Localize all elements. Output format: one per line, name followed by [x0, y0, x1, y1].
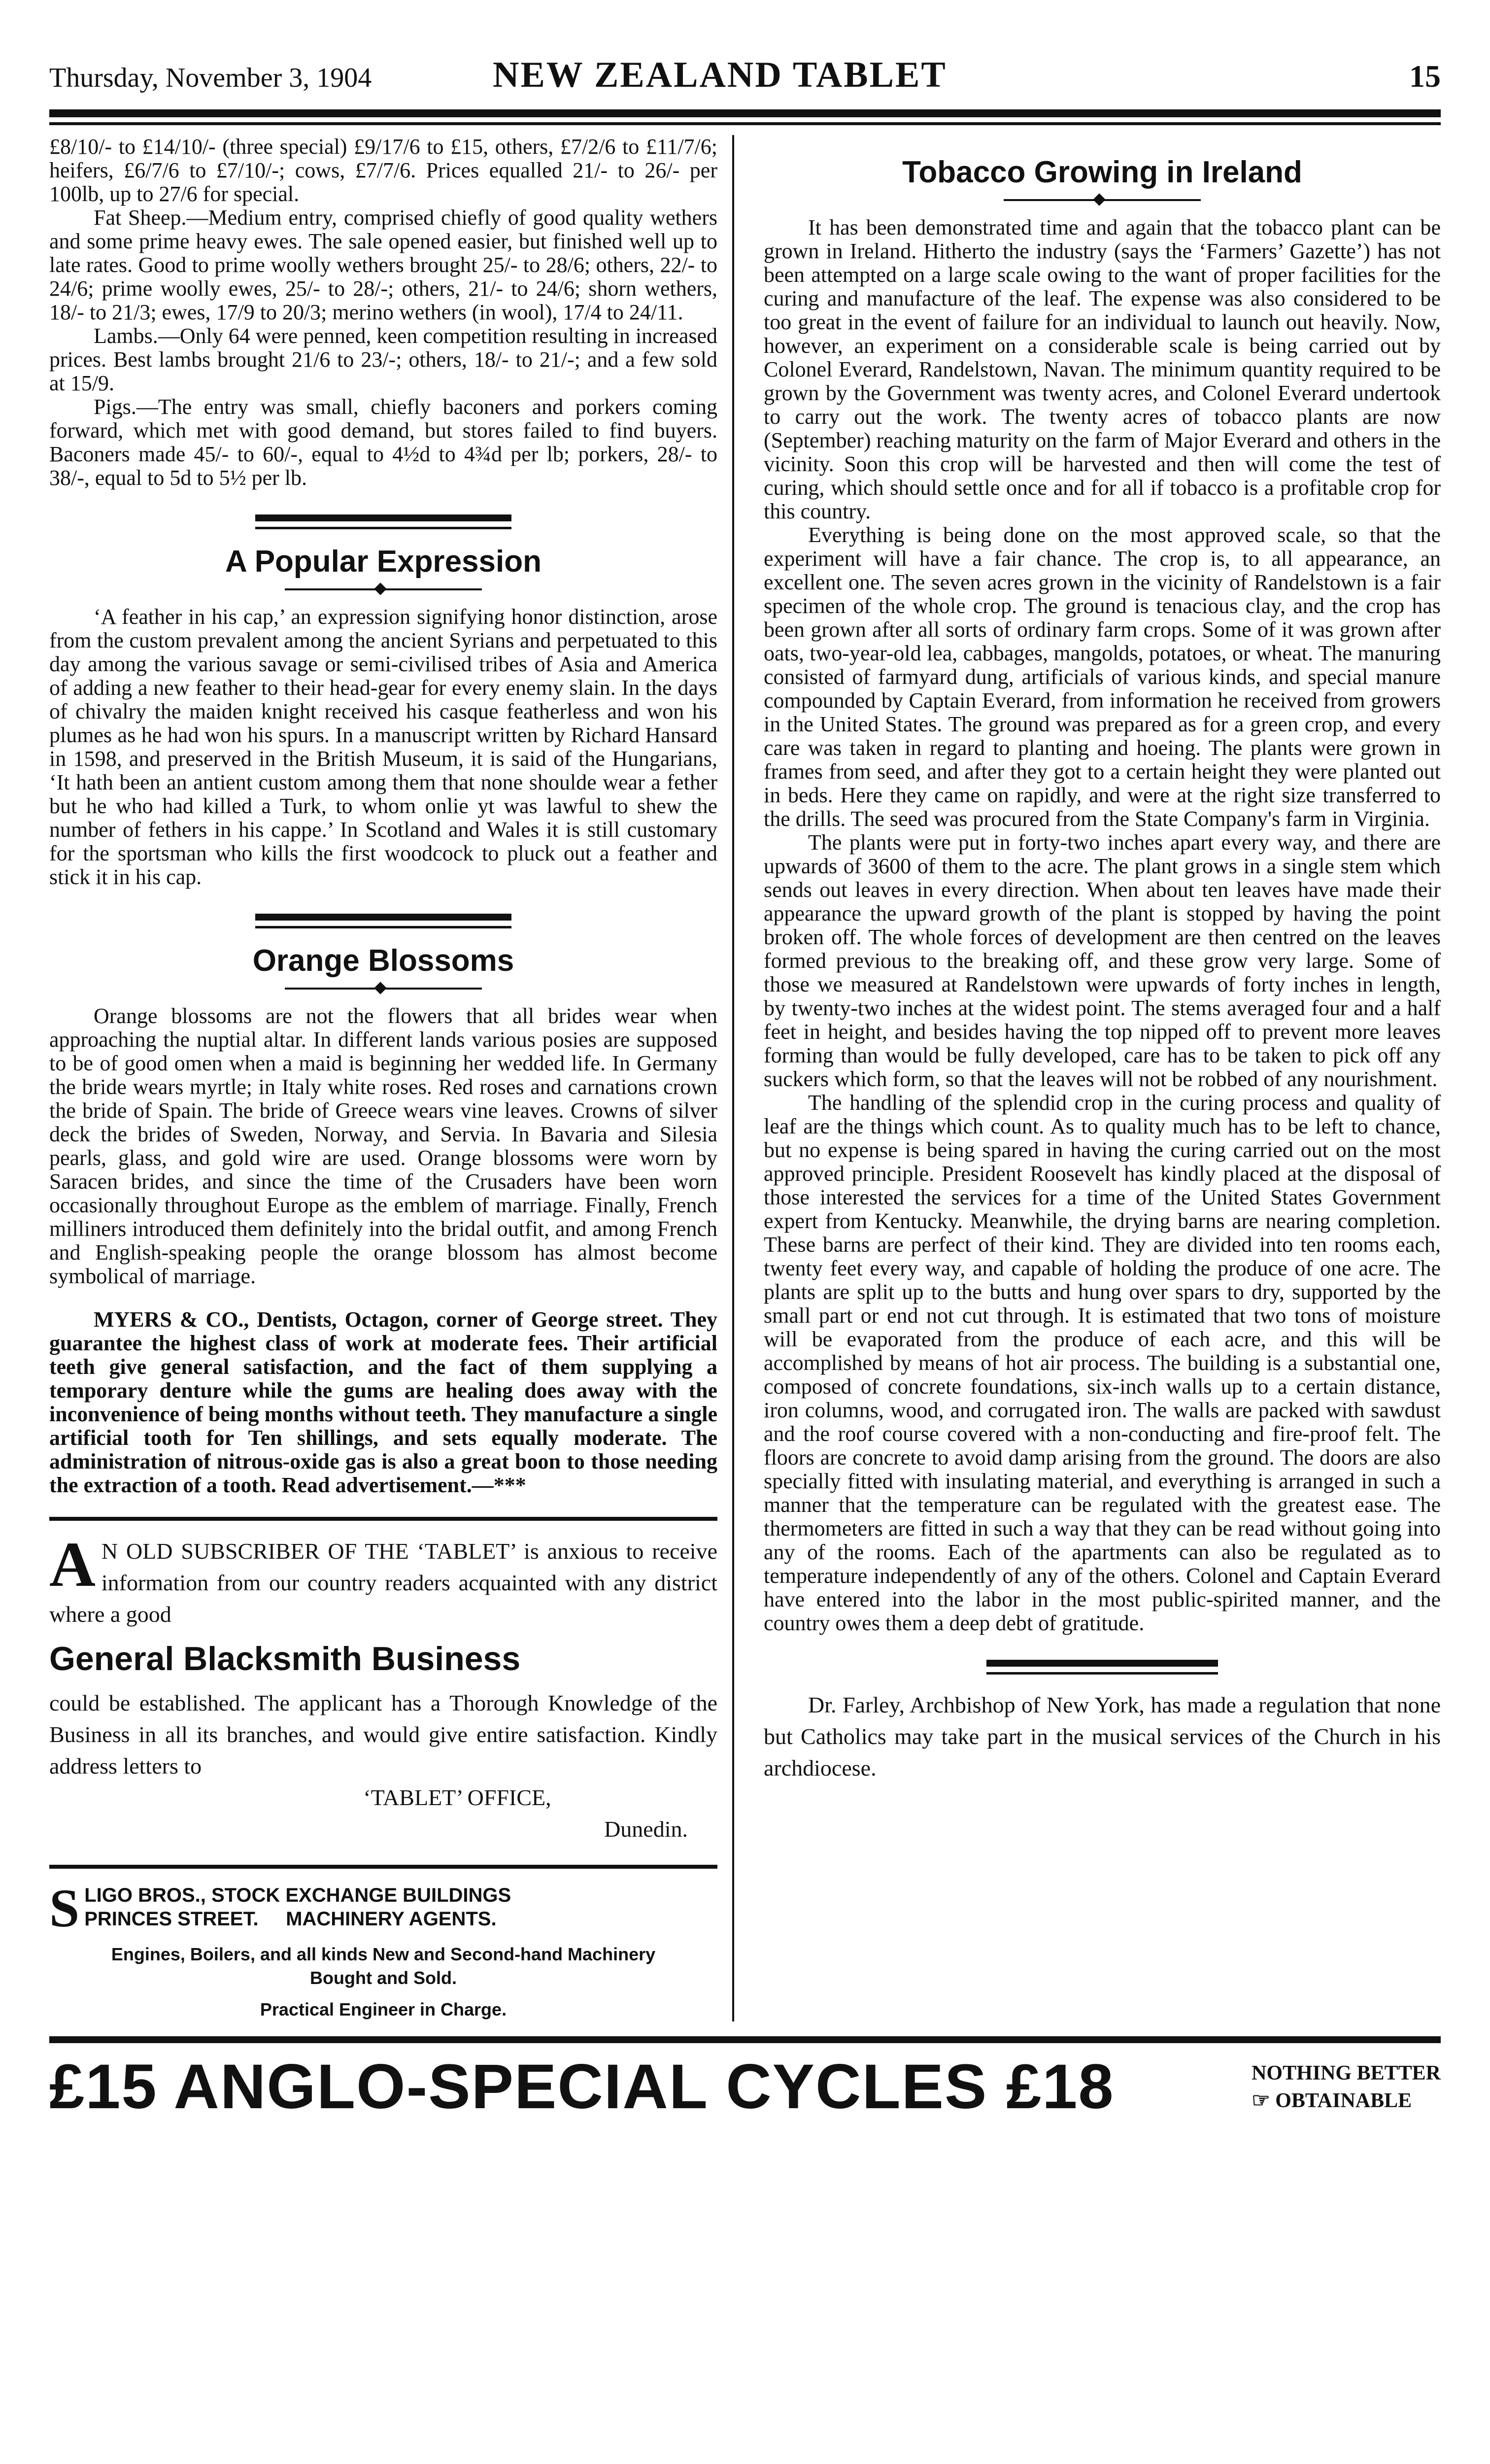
subscriber-ad — [49, 1529, 717, 1845]
tagline-line: NOTHING BETTER — [1252, 2062, 1441, 2085]
ad-city: Dunedin. — [604, 1816, 688, 1842]
article-paragraph: It has been demonstrated time and again that the tobacco plant can be grown in Ireland. Hitherto the industry (says the ‘Farmers’ Gazette’) has not been attempted on a large scale owing to the want of proper facilities for the curing and manufacture of the leaf. The expense was also considered to be too great in the event of failure for an individual to launch out heavily. Now, however, an experiment on a considerable scale is being carried out by Colonel Everard, Randelstown, Navan. The minimum quantity required to be grown by the Government was twenty acres, and Colonel Everard undertook to carry out the work. The twenty acres of tobacco plants are now (September) reaching maturity on the farm of Major Everard and others in the vicinity. Soon this crop will be harvested and then will come the test of curing, which should settle once and for all if tobacco is a profitable crop for this country. — [764, 215, 1441, 523]
farley-text: Dr. Farley, Archbishop of New York, has made a regulation that none but Catholics may take part in the musical services of the Church in his archdiocese. — [764, 1692, 1441, 1780]
header-rule — [49, 109, 1441, 117]
masthead-title: NEW ZEALAND TABLET — [493, 55, 947, 95]
article-tobacco — [764, 155, 1441, 1635]
market-report — [49, 135, 717, 490]
market-paragraph: Lambs.—Only 64 were penned, keen competition resulting in increased prices. Best lambs brought 21/6 to 23/-; others, 18/- to 21/-; and a few sold at 15/9. — [49, 324, 717, 395]
article-popular-expression — [49, 544, 717, 889]
banner-tagline — [1252, 2059, 1441, 2115]
header-rule-thin — [49, 122, 1441, 125]
left-column — [49, 135, 734, 2021]
drop-cap: S — [49, 1878, 80, 1938]
market-paragraph: Pigs.—The entry was small, chiefly baconers and porkers coming forward, which met with good demand, but stores failed to find buyers. Baconers made 45/- to 60/-, equal to 4½d to 4¾d per lb; porkers, 28/- to 38/-, equal to 5d to 5½ per lb. — [49, 395, 717, 490]
columns — [49, 135, 1441, 2021]
article-title: Tobacco Growing in Ireland — [902, 155, 1302, 189]
page-header — [49, 54, 1441, 103]
sligo-ad — [49, 1878, 717, 2021]
myers-notice — [49, 1308, 717, 1497]
right-column — [734, 135, 1441, 2021]
article-paragraph: Everything is being done on the most approved scale, so that the experiment will have a fair chance. The crop is, to all appearance, an excellent one. The seven acres grown in the vicinity of Randelstown is a fair specimen of the whole crop. The ground is tenacious clay, and the crop has been grown after all sorts of ordinary farm crops. Some of it was grown after oats, two-year-old lea, cabbages, mangolds, potatoes, or wheat. The manuring consisted of farmyard dung, artificials of various kinds, and special manure compounded by Captain Everard, from information he received from growers in the United States. The ground was prepared as for a green crop, and every care was taken in regard to planting and hoeing. The plants were grown in frames from seed, and after they got to a certain height they were planted out in beds. Here they came on rapidly, and were at the right size transferred to the drills. The seed was procured from the State Company's farm in Virginia. — [764, 523, 1441, 831]
sligo-line: LIGO BROS., STOCK EXCHANGE BUILDINGS — [84, 1884, 511, 1906]
cycles-banner: £15 ANGLO-SPECIAL CYCLES £18 — [49, 2052, 1115, 2122]
banner-rule — [49, 2036, 1441, 2043]
ad-rule — [49, 1517, 717, 1521]
farley-notice — [764, 1689, 1441, 1784]
ornament-divider — [285, 988, 482, 990]
section-divider — [986, 1660, 1218, 1675]
drop-cap: A — [49, 1529, 96, 1600]
article-orange-blossoms — [49, 943, 717, 1288]
banner-row — [49, 2050, 1441, 2144]
article-paragraph: The plants were put in forty-two inches apart every way, and there are upwards of 3600 of them to the acre. The plant grows in a single stem which sends out leaves in every direction. When about ten leaves have made their appearance the upward growth of the plant is stopped by having the point broken off. The whole forces of development are then centred on the leaves formed previous to the breaking off, and these grow very large. Some of those we measured at Randelstown were upwards of forty inches in length, by twenty-two inches at the widest point. The stems averaged four and a half feet in height, and besides having the top nipped off to prevent more leaves forming than would be fully developed, care has to be taken to pick off any suckers which form, so that the leaves will not be robbed of any nourishment. — [764, 830, 1441, 1091]
article-paragraph: The handling of the splendid crop in the curing process and quality of leaf are the things which count. As to quality much has to be left to chance, but no expense is being spared in having the curing carried out on the most approved principle. President Roosevelt has kindly placed at the disposal of those interested the services for a time of the United States Government expert from Kentucky. Meanwhile, the drying barns are nearing completion. These barns are perfect of their kind. They are divided into ten rooms each, twenty feet every way, and capable of holding the produce of one acre. The plants are split up to the butts and hung over spars to dry, supported by the small part or end not cut through. It is estimated that two tons of moisture will be evaporated from the produce of each acre, and this will be accomplished by means of hot air process. The building is a substantial one, composed of concrete foundations, six-inch walls up to a certain distance, iron columns, wood, and corrugated iron. The walls are packed with sawdust and the roof course covered with a non-conducting and fire-proof felt. The floors are concrete to avoid damp arising from the ground. The doors are also specially fitted with insulating material, and everything is arranged in such a manner that the temperature can be regulated with the greatest ease. The thermometers are fitted in such a way that they can be read without going into any of the rooms. Each of the apartments can also be regulated as to temperature independently of any of the others. Colonel and Captain Everard have entered into the labor in the most public-spirited manner, and the country owes them a deep debt of gratitude. — [764, 1091, 1441, 1635]
article-title: A Popular Expression — [225, 545, 542, 579]
article-body: Orange blossoms are not the flowers that all brides wear when approaching the nuptial altar. In different lands various posies are supposed to be of good omen when a maid is beginning her wedded life. In Germany the bride wears myrtle; in Italy white roses. Red roses and carnations crown the bride of Spain. The bride of Greece wears vine leaves. Crowns of silver deck the brides of Sweden, Norway, and Servia. In Bavaria and Silesia pearls, glass, and gold wire are used. Orange blossoms were worn by Saracen brides, and since the time of the Crusaders have been worn occasionally throughout Europe as the emblem of marriage. Finally, French milliners introduced them definitely into the bridal outfit, and among French and English-speaking people the orange blossom has almost become symbolical of marriage. — [49, 1004, 717, 1288]
page-number: 15 — [1409, 59, 1441, 94]
myers-text: MYERS & CO., Dentists, Octagon, corner of George street. They guarantee the highest class of work at moderate fees. Their artificial teeth give general satisfaction, and the fact of them supplying a temporary denture while the gums are healing does away with the inconvenience of being months without teeth. They manufacture a single artificial tooth for Ten shillings, and sets equally moderate. The administration of nitrous-oxide gas is also a great boon to those needing the extraction of a tooth. Read advertisement.—*** — [49, 1307, 717, 1497]
sligo-line: Practical Engineer in Charge. — [260, 1999, 507, 2019]
tagline-line: ☞ OBTAINABLE — [1252, 2089, 1412, 2112]
ad-intro: N OLD SUBSCRIBER OF THE ‘TABLET’ is anxious to receive information from our country readers acquainted with any district where a good — [49, 1539, 717, 1627]
ad-headline: General Blacksmith Business — [49, 1640, 521, 1677]
article-body: ‘A feather in his cap,’ an expression signifying honor distinction, arose from the custom prevalent among the ancient Syrians and perpetuated to this day among the various savage or semi-civilised tribes of Asia and America of adding a new feather to their head-gear for every enemy slain. In the days of chivalry the maiden knight received his casque featherless and won his plumes as he had won his spurs. In a manuscript written by Richard Hansard in 1598, and preserved in the British Museum, it is said of the Hungarians, ‘It hath been an antient custom among them that none shoulde wear a fether but he who had killed a Turk, to whom onlie yt was lawful to shew the number of fethers in his cappe.’ In Scotland and Wales it is still customary for the sportsman who kills the first woodcock to pluck out a feather and stick it in his cap. — [49, 605, 717, 889]
issue-date: Thursday, November 3, 1904 — [49, 63, 372, 93]
ad-address: ‘TABLET’ OFFICE, — [363, 1785, 551, 1810]
article-title: Orange Blossoms — [252, 944, 514, 978]
section-divider — [255, 514, 511, 529]
market-paragraph: £8/10/- to £14/10/- (three special) £9/17/6 to £15, others, £7/2/6 to £11/7/6; heifers, £6/7/6 to £7/10/-; cows, £7/7/6. Prices equalled 21/- to 26/- per 100lb, up to 27/6 for special. — [49, 135, 717, 206]
sligo-line: Engines, Boilers, and all kinds New and Second-hand Machinery Bought and Sold. — [111, 1944, 656, 1988]
ad-body: could be established. The applicant has a Thorough Knowledge of the Business in all its branches, and would give entire satisfaction. Kindly address letters to — [49, 1690, 717, 1779]
ornament-divider — [285, 588, 482, 590]
ad-rule — [49, 1865, 717, 1869]
market-paragraph: Fat Sheep.—Medium entry, comprised chiefly of good quality wethers and some prime heavy ewes. The sale opened easier, but finished well up to late rates. Good to prime woolly wethers brought 25/- to 28/6; others, 22/- to 24/6; prime woolly ewes, 25/- to 28/-; others, 21/- to 24/6; shorn wethers, 18/- to 21/3; ewes, 17/9 to 20/3; merino wethers (in wool), 17/4 to 24/11. — [49, 205, 717, 324]
ornament-divider — [1004, 199, 1201, 201]
sligo-line: PRINCES STREET. MACHINERY AGENTS. — [84, 1908, 497, 1930]
section-divider — [255, 914, 511, 928]
